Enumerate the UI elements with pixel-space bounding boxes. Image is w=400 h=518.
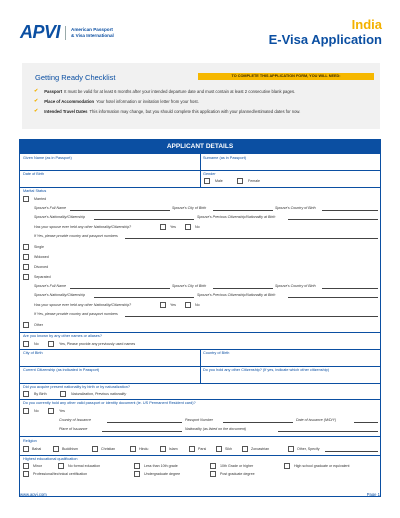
logo-text [71,27,114,39]
religion-option: Zoroastrian [251,447,270,451]
checklist-item-text: It must be valid for at least 6 months after your intended departure date and must contain at least 2 consecutive blank pages. [64,88,296,94]
marital-status-label: Marital Status [23,189,47,193]
religion-checkbox[interactable] [92,446,98,452]
by-birth-checkbox[interactable] [23,391,29,397]
other-status-label: Other [34,323,43,327]
education-label: Highest educational qualification [23,457,78,461]
checklist-banner: TO COMPLETE THIS APPLICATION FORM, YOU WILL NEED: [198,73,374,80]
divider [20,383,381,384]
date-of-issuance-field[interactable] [354,422,378,423]
dob-label: Date of Birth [23,172,45,176]
logo-mark: APVI [20,22,61,42]
spouse-other-yes-checkbox[interactable] [160,302,166,308]
education-option: Professional/technical certification [33,472,88,476]
education-checkbox[interactable] [210,471,216,477]
religion-checkbox[interactable] [23,446,29,452]
nationality-listed-field[interactable] [278,431,378,432]
divider [20,436,381,437]
education-checkbox[interactable] [134,463,140,469]
current-citizenship-label: Current Citizenship (as indicated in Passport) [23,368,100,372]
aliases-no-checkbox[interactable] [23,341,29,347]
checklist-title: Getting Ready Checklist [35,73,116,82]
spouse-other-no-checkbox[interactable] [185,224,191,230]
spouse-name-field[interactable] [70,288,170,289]
divider [200,170,201,187]
education-checkbox[interactable] [210,463,216,469]
religion-option: Parsi [198,447,207,451]
place-of-issuance-field[interactable] [102,431,182,432]
checklist-item-bold: Place of Accommodation [44,98,95,104]
naturalization-label: Naturalization, Previous nationality [71,392,127,396]
yes-label: Yes [59,409,65,413]
spouse-city-label: Spouse's City of Birth [172,284,207,288]
other-citizenship-label: Do you hold any other Citizenship? (If yes, indicate which other citizenship) [203,368,329,372]
checklist-item-text: Your hotel information or invitation letter from your host. [96,98,199,104]
divider [20,455,381,456]
title-block [269,18,382,47]
religion-checkbox[interactable] [189,446,195,452]
if-yes-label: If Yes, please provide country and passport numbers [34,312,118,316]
spouse-prev-label: Spouse's Previous Citizenship/Nationality at Birth [197,293,276,297]
education-checkbox[interactable] [23,471,29,477]
single-label: Single [34,245,44,249]
religion-other-field[interactable] [325,451,378,452]
acquire-nationality-label: Did you acquire present nationality by birth or by naturalization? [23,385,131,389]
checkmark-icon: ✔ [34,88,39,94]
city-of-birth-label: City of Birth [23,351,43,355]
divider [20,366,381,367]
aliases-yes-label: Yes, Please provide any previously used names [59,342,136,346]
given-name-label: Given Name (as in Passport) [23,156,72,160]
religion-checkbox[interactable] [160,446,166,452]
country-of-birth-label: Country of Birth [203,351,230,355]
page-title: E-Visa Application [268,32,382,47]
apvi-logo [20,22,114,43]
other-status-checkbox[interactable] [23,322,29,328]
gender-label: Gender [203,172,216,176]
education-option: Post graduate degree [220,472,255,476]
divider [20,399,381,400]
spouse-other-yes-checkbox[interactable] [160,224,166,230]
if-yes-field[interactable] [125,316,378,317]
religion-option: Buddhism [62,447,78,451]
religion-option: Other, Specify [297,447,320,451]
religion-option: Bahai [32,447,42,451]
by-birth-label: By Birth [34,392,47,396]
checkmark-icon: ✔ [34,108,39,114]
checklist-item [34,88,295,94]
separated-checkbox[interactable] [23,274,29,280]
no-label: No [34,409,39,413]
widowed-checkbox[interactable] [23,254,29,260]
married-label: Married [34,197,47,201]
if-yes-field[interactable] [125,238,378,239]
checklist-item [34,108,300,114]
religion-checkbox[interactable] [216,446,222,452]
divorced-checkbox[interactable] [23,264,29,270]
divider [200,154,201,170]
title-country: India [351,17,382,32]
spouse-country-field[interactable] [322,210,378,211]
yes-label: Yes [170,303,176,307]
education-checkbox[interactable] [23,463,29,469]
header [0,0,400,62]
logo-line-1: American Passport [71,26,113,32]
spouse-nationality-label: Spouse's Nationality/Citizenship [34,293,86,297]
education-option: No formal education [68,464,101,468]
aliases-yes-checkbox[interactable] [48,341,54,347]
married-checkbox[interactable] [23,196,29,202]
checklist-item-text: This information may change, but you should complete this application with your planned/estimated dates for now. [89,108,301,114]
education-option: Minor [33,464,42,468]
separated-label: Separated [34,275,51,279]
spouse-name-label: Spouse's Full Name [34,206,67,210]
religion-checkbox[interactable] [242,446,248,452]
male-label: Male [215,179,223,183]
logo-divider [65,26,66,40]
spouse-prev-field[interactable] [288,297,378,298]
spouse-nationality-field[interactable] [94,219,194,220]
spouse-country-label: Spouse's Country of Birth [275,284,316,288]
other-passport-no-checkbox[interactable] [23,408,29,414]
spouse-name-label: Spouse's Full Name [34,284,67,288]
country-of-issuance-field[interactable] [107,422,182,423]
other-passport-yes-checkbox[interactable] [48,408,54,414]
religion-option: Islam [169,447,178,451]
education-option: 10th Grade or higher [220,464,254,468]
form-heading: APPLICANT DETAILS [20,140,380,154]
education-option: High school graduate or equivalent [294,464,350,468]
spouse-city-field[interactable] [213,210,273,211]
checklist-item-bold: Passport [44,88,63,94]
female-checkbox[interactable] [237,178,243,184]
spouse-prev-field[interactable] [288,219,378,220]
religion-option: Sikh [225,447,232,451]
divider [20,187,381,188]
other-passport-label: Do you currently hold any other valid passport or identity document (ie. US Permanent Resident card)? [23,401,196,405]
religion-checkbox[interactable] [53,446,59,452]
no-label: No [34,342,39,346]
spouse-country-label: Spouse's Country of Birth [275,206,316,210]
single-checkbox[interactable] [23,244,29,250]
education-option: Less than 10th grade [144,464,178,468]
passport-number-label: Passport Number [185,418,213,422]
spouse-city-label: Spouse's City of Birth [172,206,207,210]
passport-number-field[interactable] [223,422,293,423]
spouse-city-field[interactable] [213,288,273,289]
spouse-nationality-label: Spouse's Nationality/Citizenship [34,215,86,219]
religion-checkbox[interactable] [130,446,136,452]
widowed-label: Widowed [34,255,49,259]
yes-label: Yes [170,225,176,229]
religion-option: Hindu [139,447,149,451]
spouse-country-field[interactable] [322,288,378,289]
checklist-item-bold: Intended Travel Dates [44,108,88,114]
spouse-name-field[interactable] [70,210,170,211]
education-checkbox[interactable] [134,471,140,477]
aliases-label: Are you known by any other names or aliases? [23,334,102,338]
footer-site: www.apvi.com [20,492,47,497]
religion-checkbox[interactable] [288,446,294,452]
spouse-nationality-field[interactable] [94,297,194,298]
date-of-issuance-label: Date of issuance (M/D/Y) [296,418,337,422]
place-of-issuance-label: Place of Issuance [59,427,88,431]
religion-label: Religion [23,439,37,443]
spouse-other-question: Has your spouse ever held any other Nationality/Citizenship? [34,303,132,307]
applicant-details-form [19,139,381,497]
page-number: Page 1 [366,492,380,497]
spouse-other-question: Has your spouse ever held any other Nationality/Citizenship? [34,225,132,229]
spouse-prev-label: Spouse's Previous Citizenship/Nationality at Birth [197,215,276,219]
naturalization-checkbox[interactable] [60,391,66,397]
checkmark-icon: ✔ [34,98,39,104]
spouse-other-no-checkbox[interactable] [185,302,191,308]
surname-label: Surname (as in Passport) [203,156,247,160]
nationality-listed-label: Nationality (as listed on the document) [185,427,247,431]
female-label: Female [248,179,260,183]
education-option: Undergraduate degree [144,472,181,476]
if-yes-label: If Yes, please provide country and passport numbers [34,234,118,238]
education-checkbox[interactable] [284,463,290,469]
divider [20,332,381,333]
logo-line-2: & Visa International [71,32,114,38]
checklist-item [34,98,199,104]
male-checkbox[interactable] [204,178,210,184]
no-label: No [195,225,200,229]
country-of-issuance-label: Country of Issuance [59,418,91,422]
education-checkbox[interactable] [58,463,64,469]
getting-ready-checklist [22,63,380,129]
no-label: No [195,303,200,307]
divorced-label: Divorced [34,265,49,269]
religion-option: Christian [101,447,116,451]
